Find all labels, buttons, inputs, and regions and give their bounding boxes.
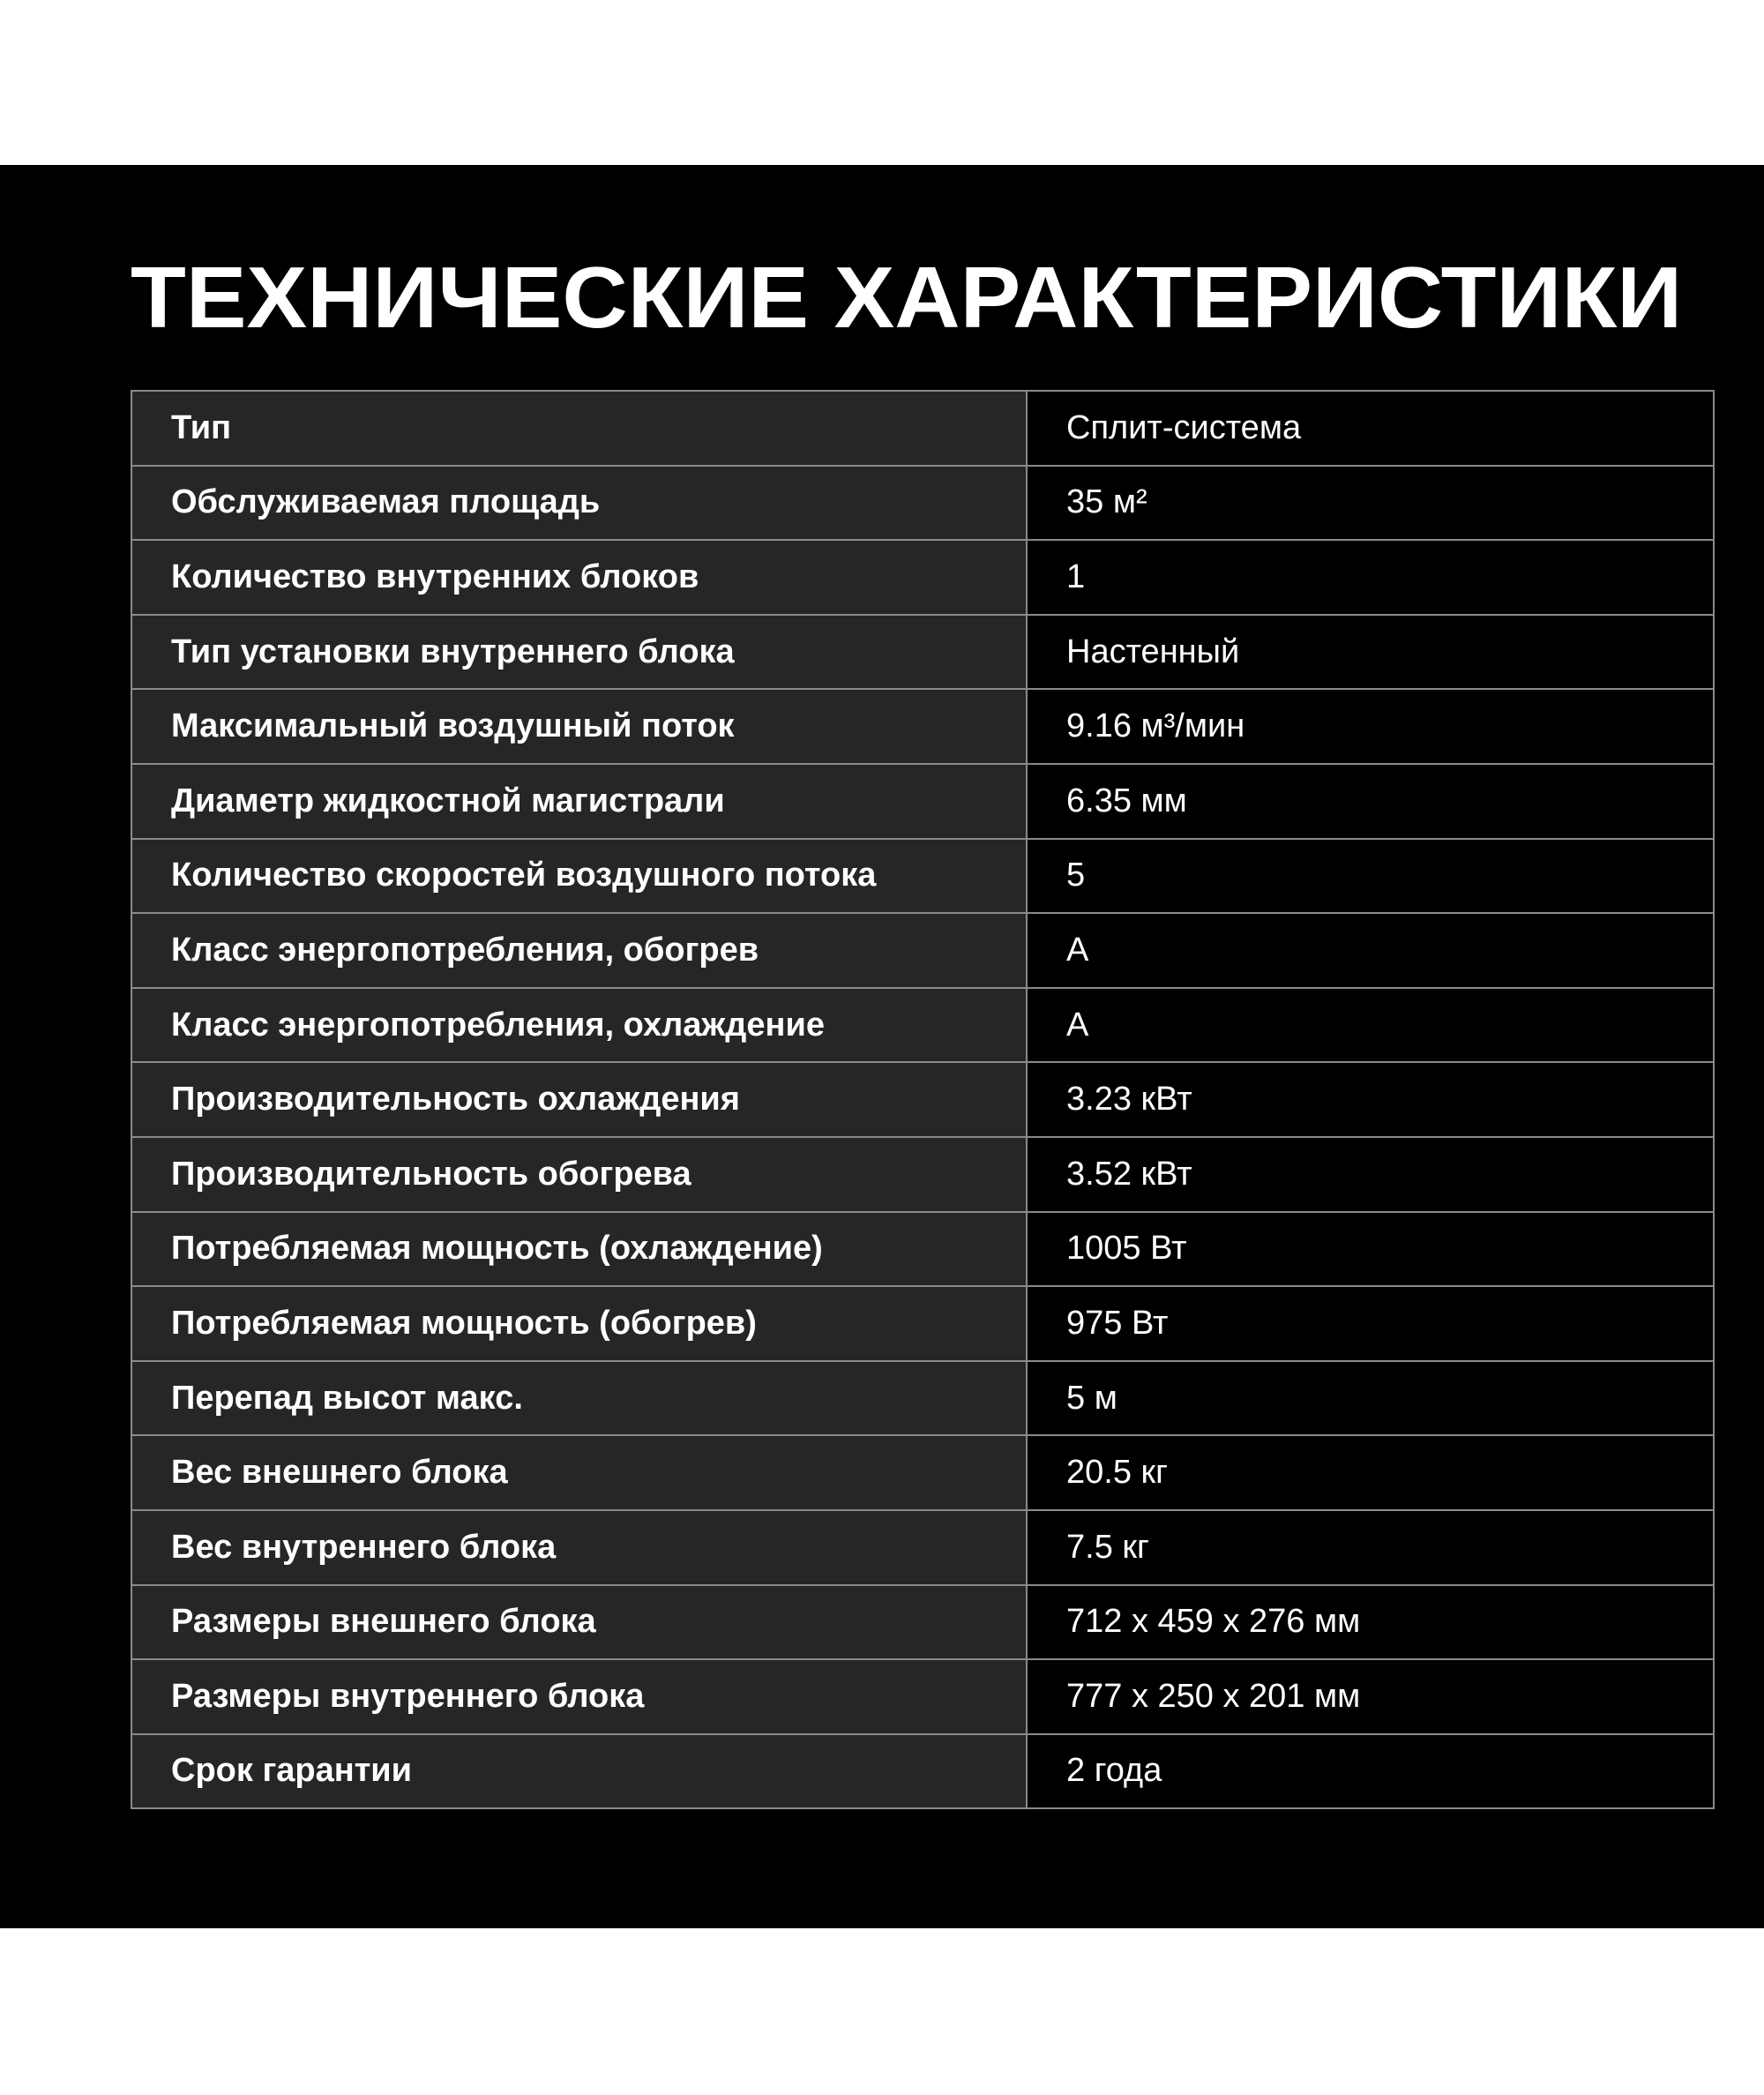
- table-row: [131, 913, 1714, 988]
- spec-label: Диаметр жидкостной магистрали: [131, 764, 1027, 839]
- table-row: [131, 764, 1714, 839]
- table-row: [131, 1510, 1714, 1585]
- spec-label: Вес внешнего блока: [131, 1435, 1027, 1510]
- spec-label: Размеры внутреннего блока: [131, 1659, 1027, 1734]
- table-row: [131, 1212, 1714, 1287]
- spec-value: 1005 Вт: [1027, 1212, 1714, 1287]
- spec-label: Количество скоростей воздушного потока: [131, 839, 1027, 914]
- spec-label: Максимальный воздушный поток: [131, 689, 1027, 764]
- table-row: [131, 1435, 1714, 1510]
- spec-label: Потребляемая мощность (обогрев): [131, 1286, 1027, 1361]
- spec-value: Настенный: [1027, 615, 1714, 690]
- spec-value: 2 года: [1027, 1734, 1714, 1809]
- page-title: ТЕХНИЧЕСКИЕ ХАРАКТЕРИСТИКИ: [131, 249, 1683, 346]
- table-row: [131, 391, 1714, 466]
- spec-label: Вес внутреннего блока: [131, 1510, 1027, 1585]
- spec-value: Сплит-система: [1027, 391, 1714, 466]
- spec-value: 712 x 459 x 276 мм: [1027, 1585, 1714, 1660]
- spec-label: Класс энергопотребления, охлаждение: [131, 988, 1027, 1063]
- table-row: [131, 1734, 1714, 1809]
- spec-value: 7.5 кг: [1027, 1510, 1714, 1585]
- spec-table: [131, 390, 1715, 1809]
- table-row: [131, 1286, 1714, 1361]
- spec-value: 3.52 кВт: [1027, 1137, 1714, 1212]
- spec-label: Обслуживаемая площадь: [131, 466, 1027, 541]
- spec-value: 5: [1027, 839, 1714, 914]
- spec-value: A: [1027, 913, 1714, 988]
- spec-value: 5 м: [1027, 1361, 1714, 1436]
- table-row: [131, 988, 1714, 1063]
- spec-label: Производительность обогрева: [131, 1137, 1027, 1212]
- spec-label: Количество внутренних блоков: [131, 540, 1027, 615]
- spec-value: 777 x 250 x 201 мм: [1027, 1659, 1714, 1734]
- spec-value: A: [1027, 988, 1714, 1063]
- spec-value: 6.35 мм: [1027, 764, 1714, 839]
- spec-label: Размеры внешнего блока: [131, 1585, 1027, 1660]
- table-row: [131, 839, 1714, 914]
- spec-value: 35 м²: [1027, 466, 1714, 541]
- table-row: [131, 466, 1714, 541]
- spec-label: Срок гарантии: [131, 1734, 1027, 1809]
- spec-value: 975 Вт: [1027, 1286, 1714, 1361]
- spec-label: Класс энергопотребления, обогрев: [131, 913, 1027, 988]
- table-row: [131, 1361, 1714, 1436]
- table-row: [131, 1585, 1714, 1660]
- table-row: [131, 615, 1714, 690]
- table-row: [131, 540, 1714, 615]
- spec-value: 1: [1027, 540, 1714, 615]
- spec-label: Тип: [131, 391, 1027, 466]
- spec-label: Тип установки внутреннего блока: [131, 615, 1027, 690]
- spec-label: Потребляемая мощность (охлаждение): [131, 1212, 1027, 1287]
- spec-label: Перепад высот макс.: [131, 1361, 1027, 1436]
- spec-value: 3.23 кВт: [1027, 1062, 1714, 1137]
- spec-value: 20.5 кг: [1027, 1435, 1714, 1510]
- table-row: [131, 1062, 1714, 1137]
- table-row: [131, 689, 1714, 764]
- table-row: [131, 1659, 1714, 1734]
- spec-label: Производительность охлаждения: [131, 1062, 1027, 1137]
- table-row: [131, 1137, 1714, 1212]
- spec-value: 9.16 м³/мин: [1027, 689, 1714, 764]
- spec-table-body: [131, 391, 1714, 1808]
